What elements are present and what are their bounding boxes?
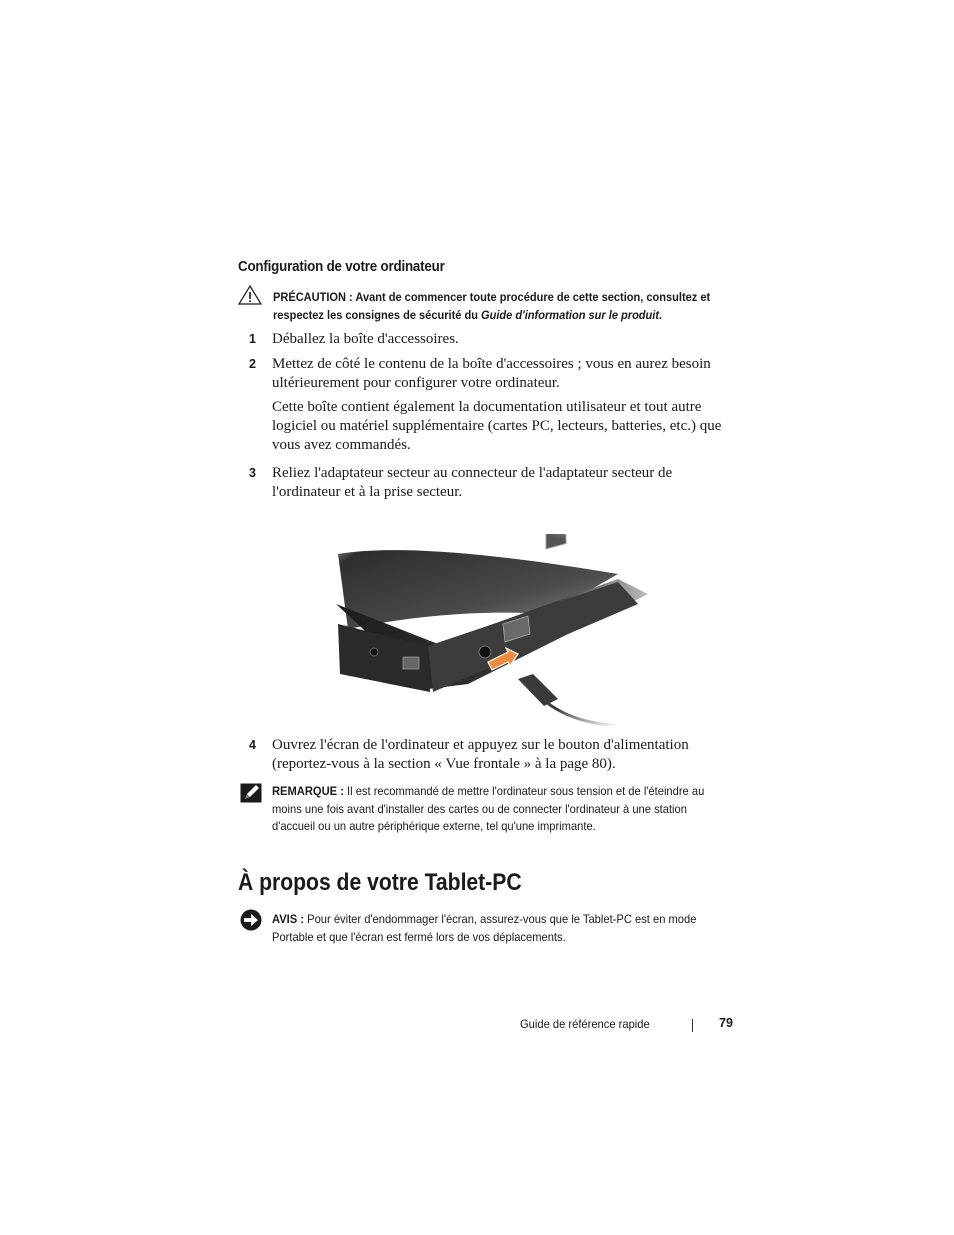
step-4-text: Ouvrez l'écran de l'ordinateur et appuyez sur le bouton d'alimentation (reportez-vous à la section « Vue frontale » à la page 80). [272,737,689,772]
step-3-number: 3 [249,466,256,480]
note-text [272,783,728,836]
footer-guide-title: Guide de référence rapide [520,1017,650,1031]
note-body: Il est recommandé de mettre l'ordinateur sous tension et de l'éteindre au moins une fois avant d'installer des cartes ou de connecter l'ordinateur à une station d'accueil ou un autre périphérique externe, tel qu'une imprimante. [272,784,705,833]
tablet-heading: À propos de votre Tablet-PC [238,869,522,896]
caution-guide-title: Guide d'information sur le produit [481,308,660,322]
caution-icon [238,285,262,305]
caution-end: . [659,308,663,322]
caution-body: Avant de commencer toute procédure de cette section, consultez et respectez les consignes de sécurité du [273,290,711,322]
step-2-extra: Cette boîte contient également la documentation utilisateur et tout autre logiciel ou matériel supplémentaire (cartes PC, lecteurs, batteries, etc.) que vous avez commandés. [272,399,722,453]
note-pencil-icon [240,783,262,803]
notice-body: Pour éviter d'endommager l'écran, assurez-vous que le Tablet-PC est en mode Portable et que l'écran est fermé lors de vos déplacements. [272,912,697,944]
section-subheading: Configuration de votre ordinateur [238,259,445,275]
notice-label: AVIS : [272,912,305,926]
caution-label: PRÉCAUTION : [273,290,353,304]
step-1-text: Déballez la boîte d'accessoires. [272,331,459,347]
notice-arrow-icon [240,909,262,931]
footer-separator [692,1019,693,1032]
step-2-number: 2 [249,357,256,371]
ac-adapter-connection-figure [318,534,672,732]
step-3-text: Reliez l'adaptateur secteur au connecteur de l'adaptateur secteur de l'ordinateur et à la prise secteur. [272,465,673,500]
step-1-number: 1 [249,332,256,346]
note-label: REMARQUE : [272,784,344,798]
step-2-text: Mettez de côté le contenu de la boîte d'accessoires ; vous en aurez besoin ultérieurement pour configurer votre ordinateur. [272,356,711,391]
notice-text [272,911,728,946]
step-4-number: 4 [249,738,256,752]
caution-text [273,288,733,324]
page-number: 79 [719,1016,733,1030]
